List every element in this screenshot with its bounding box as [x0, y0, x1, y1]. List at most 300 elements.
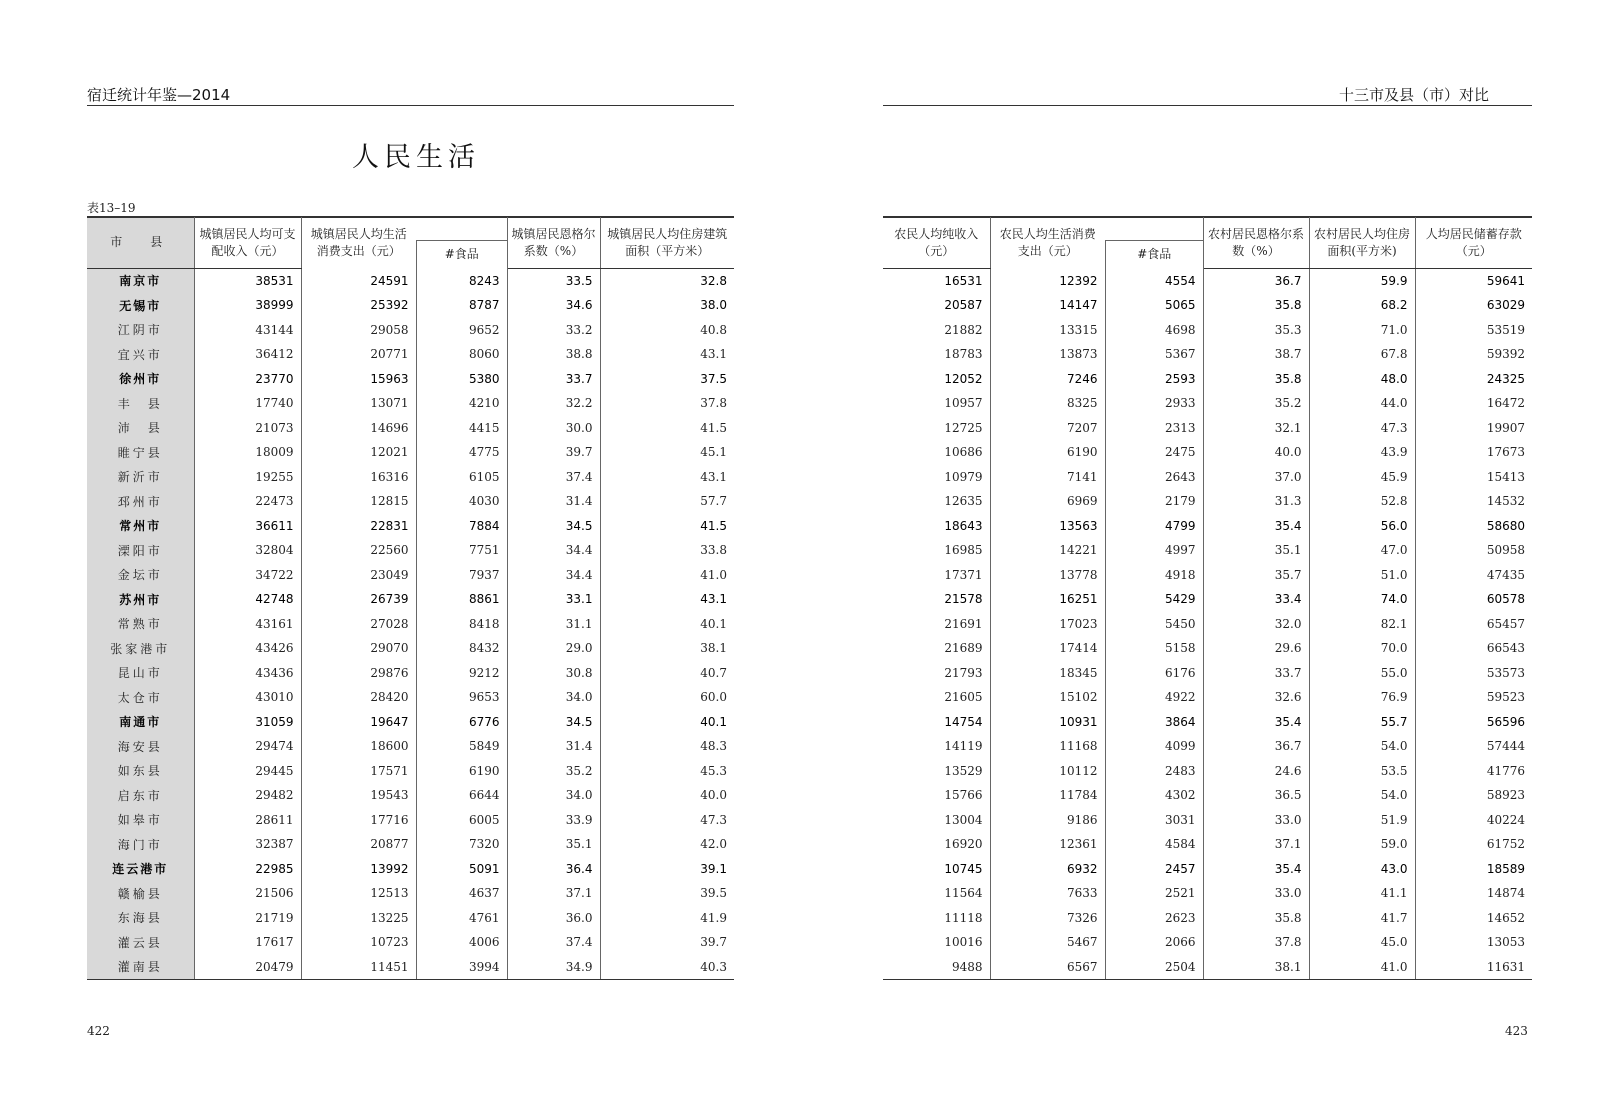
table-row: [883, 612, 1532, 637]
urban-value-cell: 29876: [301, 661, 416, 686]
urban-value-cell: 37.1: [507, 881, 600, 906]
rural-value-cell: 36.5: [1203, 783, 1309, 808]
urban-value-cell: 43426: [194, 636, 301, 661]
rural-value-cell: 38.1: [1203, 955, 1309, 980]
rural-value-cell: 17023: [990, 612, 1105, 637]
rural-value-cell: 14119: [883, 734, 990, 759]
header-city: 市 县: [87, 217, 194, 268]
rural-value-cell: 7633: [990, 881, 1105, 906]
urban-value-cell: 35.2: [507, 759, 600, 784]
city-name-cell: 灌南县: [87, 955, 194, 980]
urban-value-cell: 33.8: [700, 543, 727, 558]
urban-value-cell: 34.5: [507, 514, 600, 539]
urban-value-cell: 17617: [194, 930, 301, 955]
rural-value-cell: 15766: [883, 783, 990, 808]
rural-value-cell: 13004: [883, 808, 990, 833]
urban-value-cell: 29058: [301, 318, 416, 343]
table-row: [87, 367, 734, 392]
urban-value-cell: 57.7: [700, 494, 727, 509]
table-row: [883, 685, 1532, 710]
rural-value-cell: 40224: [1486, 812, 1525, 827]
urban-value-cell: 31059: [194, 710, 301, 735]
table-row: [883, 759, 1532, 784]
rural-value-cell: 10979: [883, 465, 990, 490]
urban-value-cell: 36611: [194, 514, 301, 539]
rural-value-cell: 21605: [883, 685, 990, 710]
urban-value-cell: 8432: [416, 636, 507, 661]
rural-value-cell: 35.2: [1203, 391, 1309, 416]
rural-value-cell: 21578: [883, 587, 990, 612]
header-urban-consumption-group: [301, 217, 507, 268]
rural-value-cell: 13873: [990, 342, 1105, 367]
urban-value-cell: 19543: [301, 783, 416, 808]
table-row: [883, 318, 1532, 343]
city-name-cell: 无锡市: [87, 293, 194, 318]
table-row: [87, 514, 734, 539]
table-row: [87, 808, 734, 833]
page-number-left: 422: [87, 1024, 110, 1038]
rural-value-cell: 55.0: [1309, 661, 1415, 686]
table-row: [87, 906, 734, 931]
rural-value-cell: 6969: [990, 489, 1105, 514]
table-row: [87, 930, 734, 955]
rural-value-cell: 35.1: [1203, 538, 1309, 563]
table-row: [87, 563, 734, 588]
table-row: [87, 489, 734, 514]
city-name-cell: 江阴市: [87, 318, 194, 343]
urban-value-cell: 36412: [194, 342, 301, 367]
table-row: [883, 293, 1532, 318]
rural-value-cell: 41.1: [1309, 881, 1415, 906]
urban-value-cell: 40.7: [700, 665, 727, 680]
urban-statistics-table: [87, 216, 734, 980]
table-row: [87, 342, 734, 367]
rural-value-cell: 2623: [1105, 906, 1203, 931]
city-name-cell: 海门市: [87, 832, 194, 857]
rural-value-cell: 16920: [883, 832, 990, 857]
urban-value-cell: 42.0: [700, 837, 727, 852]
rural-value-cell: 45.0: [1309, 930, 1415, 955]
table-row: [883, 489, 1532, 514]
rural-value-cell: 51.9: [1309, 808, 1415, 833]
table-row: [883, 440, 1532, 465]
city-name-cell: 新沂市: [87, 465, 194, 490]
rural-value-cell: 6176: [1105, 661, 1203, 686]
table-row: [883, 342, 1532, 367]
rural-value-cell: 12052: [883, 367, 990, 392]
rural-value-cell: 70.0: [1309, 636, 1415, 661]
rural-value-cell: 59523: [1486, 690, 1525, 705]
rural-value-cell: 7326: [990, 906, 1105, 931]
table-row: [883, 808, 1532, 833]
urban-value-cell: 41.9: [700, 910, 727, 925]
rural-value-cell: 45.9: [1309, 465, 1415, 490]
city-name-cell: 如东县: [87, 759, 194, 784]
urban-value-cell: 34.0: [507, 783, 600, 808]
rural-value-cell: 74.0: [1309, 587, 1415, 612]
header-urban-food: #食品: [416, 240, 507, 268]
header-urban-engel: 城镇居民恩格尔系数（%）: [507, 217, 600, 268]
rural-value-cell: 10957: [883, 391, 990, 416]
urban-value-cell: 25392: [301, 293, 416, 318]
rural-value-cell: 59.9: [1309, 268, 1415, 293]
rural-value-cell: 16985: [883, 538, 990, 563]
urban-value-cell: 9212: [416, 661, 507, 686]
urban-value-cell: 32804: [194, 538, 301, 563]
table-row: [87, 416, 734, 441]
urban-value-cell: 43010: [194, 685, 301, 710]
rural-value-cell: 58923: [1486, 788, 1525, 803]
rural-value-cell: 11118: [883, 906, 990, 931]
urban-value-cell: 43.1: [700, 347, 727, 362]
rural-value-cell: 32.6: [1203, 685, 1309, 710]
rural-value-cell: 10112: [990, 759, 1105, 784]
rural-value-cell: 33.4: [1203, 587, 1309, 612]
rural-value-cell: 35.4: [1203, 514, 1309, 539]
urban-value-cell: 4210: [416, 391, 507, 416]
rural-value-cell: 14874: [1486, 886, 1525, 901]
table-row: [883, 367, 1532, 392]
header-savings: 人均居民储蓄存款（元）: [1415, 217, 1532, 268]
urban-value-cell: 38.8: [507, 342, 600, 367]
city-name-cell: 睢宁县: [87, 440, 194, 465]
table-row: [87, 661, 734, 686]
rural-value-cell: 4922: [1105, 685, 1203, 710]
urban-value-cell: 33.1: [507, 587, 600, 612]
rural-value-cell: 56596: [1486, 714, 1525, 729]
rural-value-cell: 2933: [1105, 391, 1203, 416]
table-row: [883, 268, 1532, 293]
rural-value-cell: 4799: [1105, 514, 1203, 539]
urban-value-cell: 33.9: [507, 808, 600, 833]
rural-value-cell: 43.9: [1309, 440, 1415, 465]
urban-value-cell: 13225: [301, 906, 416, 931]
rural-value-cell: 5367: [1105, 342, 1203, 367]
rural-value-cell: 57444: [1486, 739, 1525, 754]
table-row: [883, 906, 1532, 931]
urban-value-cell: 8787: [416, 293, 507, 318]
urban-value-cell: 8418: [416, 612, 507, 637]
city-name-cell: 海安县: [87, 734, 194, 759]
urban-value-cell: 12021: [301, 440, 416, 465]
rural-value-cell: 35.8: [1203, 367, 1309, 392]
rural-value-cell: 52.8: [1309, 489, 1415, 514]
city-name-cell: 徐州市: [87, 367, 194, 392]
rural-value-cell: 71.0: [1309, 318, 1415, 343]
rural-value-cell: 2593: [1105, 367, 1203, 392]
urban-value-cell: 16316: [301, 465, 416, 490]
rural-value-cell: 2504: [1105, 955, 1203, 980]
urban-value-cell: 39.7: [507, 440, 600, 465]
rural-value-cell: 17673: [1486, 445, 1525, 460]
header-rural-housing: 农村居民人均住房面积(平方米): [1309, 217, 1415, 268]
city-name-cell: 东海县: [87, 906, 194, 931]
urban-value-cell: 21719: [194, 906, 301, 931]
urban-value-cell: 34.0: [507, 685, 600, 710]
urban-value-cell: 34.5: [507, 710, 600, 735]
urban-value-cell: 19255: [194, 465, 301, 490]
rural-value-cell: 21882: [883, 318, 990, 343]
urban-value-cell: 45.1: [700, 445, 727, 460]
urban-value-cell: 6776: [416, 710, 507, 735]
rural-value-cell: 24.6: [1203, 759, 1309, 784]
rural-value-cell: 14754: [883, 710, 990, 735]
rural-value-cell: 12392: [990, 268, 1105, 293]
rural-value-cell: 13778: [990, 563, 1105, 588]
rural-value-cell: 11784: [990, 783, 1105, 808]
rural-value-cell: 59392: [1486, 347, 1525, 362]
urban-value-cell: 43.1: [700, 469, 727, 484]
rural-value-cell: 9488: [883, 955, 990, 980]
rural-value-cell: 54.0: [1309, 783, 1415, 808]
city-name-cell: 南京市: [87, 268, 194, 293]
rural-value-cell: 41776: [1486, 763, 1525, 778]
urban-value-cell: 38999: [194, 293, 301, 318]
urban-value-cell: 22831: [301, 514, 416, 539]
rural-value-cell: 3031: [1105, 808, 1203, 833]
urban-value-cell: 22985: [194, 857, 301, 882]
urban-value-cell: 22473: [194, 489, 301, 514]
city-name-cell: 赣榆县: [87, 881, 194, 906]
rural-value-cell: 29.6: [1203, 636, 1309, 661]
rural-value-cell: 2475: [1105, 440, 1203, 465]
table-row: [87, 710, 734, 735]
urban-value-cell: 18600: [301, 734, 416, 759]
rural-value-cell: 18643: [883, 514, 990, 539]
rural-value-cell: 33.0: [1203, 808, 1309, 833]
urban-value-cell: 30.8: [507, 661, 600, 686]
table-row: [883, 538, 1532, 563]
urban-value-cell: 23049: [301, 563, 416, 588]
urban-value-cell: 9652: [416, 318, 507, 343]
urban-value-cell: 6190: [416, 759, 507, 784]
urban-value-cell: 38.1: [700, 641, 727, 656]
urban-value-cell: 47.3: [700, 812, 727, 827]
rural-value-cell: 14652: [1486, 910, 1525, 925]
rural-value-cell: 4997: [1105, 538, 1203, 563]
rural-value-cell: 16531: [883, 268, 990, 293]
urban-value-cell: 39.1: [700, 861, 727, 876]
urban-value-cell: 11451: [301, 955, 416, 980]
rural-value-cell: 35.3: [1203, 318, 1309, 343]
urban-value-cell: 14696: [301, 416, 416, 441]
rural-value-cell: 35.8: [1203, 293, 1309, 318]
urban-value-cell: 4637: [416, 881, 507, 906]
urban-value-cell: 43144: [194, 318, 301, 343]
table-row: [87, 685, 734, 710]
rural-value-cell: 16472: [1486, 396, 1525, 411]
table-row: [87, 318, 734, 343]
rural-value-cell: 68.2: [1309, 293, 1415, 318]
rural-value-cell: 14147: [990, 293, 1105, 318]
rural-value-cell: 16251: [990, 587, 1105, 612]
urban-value-cell: 3994: [416, 955, 507, 980]
rural-value-cell: 33.7: [1203, 661, 1309, 686]
header-urban-income: 城镇居民人均可支配收入（元）: [194, 217, 301, 268]
urban-value-cell: 40.8: [700, 322, 727, 337]
urban-value-cell: 31.4: [507, 489, 600, 514]
urban-value-cell: 41.5: [700, 518, 727, 533]
urban-value-cell: 33.5: [507, 268, 600, 293]
urban-value-cell: 31.1: [507, 612, 600, 637]
rural-value-cell: 7141: [990, 465, 1105, 490]
header-rural-income: 农民人均纯收入（元）: [883, 217, 990, 268]
rural-value-cell: 17414: [990, 636, 1105, 661]
header-rural-engel: 农村居民恩格尔系数（%）: [1203, 217, 1309, 268]
rural-value-cell: 51.0: [1309, 563, 1415, 588]
table-row: [87, 391, 734, 416]
city-name-cell: 邳州市: [87, 489, 194, 514]
rural-value-cell: 5450: [1105, 612, 1203, 637]
rural-value-cell: 18589: [1486, 861, 1525, 876]
rural-value-cell: 43.0: [1309, 857, 1415, 882]
rural-value-cell: 6190: [990, 440, 1105, 465]
page-number-right: 423: [1505, 1024, 1528, 1038]
urban-value-cell: 32.2: [507, 391, 600, 416]
rural-value-cell: 53573: [1486, 665, 1525, 680]
urban-value-cell: 37.5: [700, 371, 727, 386]
urban-value-cell: 37.8: [700, 396, 727, 411]
rural-value-cell: 38.7: [1203, 342, 1309, 367]
header-urban-consumption: 城镇居民人均生活消费支出（元）: [310, 227, 407, 258]
city-name-cell: 连云港市: [87, 857, 194, 882]
rural-value-cell: 36.7: [1203, 734, 1309, 759]
urban-value-cell: 10723: [301, 930, 416, 955]
table-number: 表13–19: [87, 201, 136, 215]
table-row: [883, 783, 1532, 808]
urban-value-cell: 13992: [301, 857, 416, 882]
urban-value-cell: 17716: [301, 808, 416, 833]
urban-value-cell: 12815: [301, 489, 416, 514]
urban-value-cell: 12513: [301, 881, 416, 906]
table-row: [87, 538, 734, 563]
urban-value-cell: 18009: [194, 440, 301, 465]
urban-value-cell: 40.1: [700, 714, 727, 729]
table-row: [87, 465, 734, 490]
urban-value-cell: 28611: [194, 808, 301, 833]
urban-value-cell: 35.1: [507, 832, 600, 857]
urban-value-cell: 8243: [416, 268, 507, 293]
rural-value-cell: 37.0: [1203, 465, 1309, 490]
urban-value-cell: 8060: [416, 342, 507, 367]
rural-value-cell: 50958: [1486, 543, 1525, 558]
rural-value-cell: 35.7: [1203, 563, 1309, 588]
urban-value-cell: 37.4: [507, 465, 600, 490]
urban-value-cell: 34.4: [507, 538, 600, 563]
urban-value-cell: 20877: [301, 832, 416, 857]
rural-value-cell: 32.0: [1203, 612, 1309, 637]
urban-value-cell: 4415: [416, 416, 507, 441]
city-name-cell: 如皋市: [87, 808, 194, 833]
urban-value-cell: 29445: [194, 759, 301, 784]
city-name-cell: 常州市: [87, 514, 194, 539]
table-row: [883, 416, 1532, 441]
urban-value-cell: 17740: [194, 391, 301, 416]
urban-value-cell: 7320: [416, 832, 507, 857]
urban-value-cell: 4006: [416, 930, 507, 955]
rural-value-cell: 10931: [990, 710, 1105, 735]
urban-value-cell: 6644: [416, 783, 507, 808]
urban-value-cell: 60.0: [700, 690, 727, 705]
rural-value-cell: 6932: [990, 857, 1105, 882]
rural-value-cell: 40.0: [1203, 440, 1309, 465]
table-row: [883, 514, 1532, 539]
rural-value-cell: 48.0: [1309, 367, 1415, 392]
rural-value-cell: 2457: [1105, 857, 1203, 882]
rural-value-cell: 7207: [990, 416, 1105, 441]
rural-value-cell: 13315: [990, 318, 1105, 343]
urban-value-cell: 4775: [416, 440, 507, 465]
rural-value-cell: 47.0: [1309, 538, 1415, 563]
urban-value-cell: 4030: [416, 489, 507, 514]
rural-value-cell: 60578: [1486, 592, 1525, 607]
urban-value-cell: 22560: [301, 538, 416, 563]
rural-value-cell: 63029: [1486, 298, 1525, 313]
rural-value-cell: 3864: [1105, 710, 1203, 735]
rural-value-cell: 7246: [990, 367, 1105, 392]
rural-value-cell: 37.8: [1203, 930, 1309, 955]
rural-value-cell: 15102: [990, 685, 1105, 710]
rural-value-cell: 35.4: [1203, 710, 1309, 735]
urban-value-cell: 9653: [416, 685, 507, 710]
urban-value-cell: 41.0: [700, 567, 727, 582]
urban-value-cell: 7937: [416, 563, 507, 588]
table-row: [883, 955, 1532, 980]
urban-value-cell: 40.3: [600, 955, 734, 980]
rural-value-cell: 4302: [1105, 783, 1203, 808]
rural-value-cell: 67.8: [1309, 342, 1415, 367]
city-name-cell: 昆山市: [87, 661, 194, 686]
rural-value-cell: 6567: [990, 955, 1105, 980]
header-rule-right: [883, 105, 1532, 106]
rural-value-cell: 13563: [990, 514, 1105, 539]
table-row: [87, 636, 734, 661]
table-row: [87, 857, 734, 882]
rural-value-cell: 35.4: [1203, 857, 1309, 882]
urban-value-cell: 4761: [416, 906, 507, 931]
table-row: [87, 759, 734, 784]
city-name-cell: 启东市: [87, 783, 194, 808]
urban-value-cell: 7751: [416, 538, 507, 563]
rural-value-cell: 18783: [883, 342, 990, 367]
rural-value-cell: 15413: [1486, 469, 1525, 484]
urban-value-cell: 31.4: [507, 734, 600, 759]
urban-value-cell: 33.2: [507, 318, 600, 343]
urban-value-cell: 28420: [301, 685, 416, 710]
urban-value-cell: 5091: [416, 857, 507, 882]
rural-value-cell: 24325: [1486, 371, 1525, 386]
rural-value-cell: 54.0: [1309, 734, 1415, 759]
running-head-right: 十三市及县（市）对比: [1338, 86, 1489, 104]
rural-value-cell: 2643: [1105, 465, 1203, 490]
rural-value-cell: 17371: [883, 563, 990, 588]
rural-value-cell: 21793: [883, 661, 990, 686]
table-row: [883, 832, 1532, 857]
table-row: [883, 857, 1532, 882]
urban-value-cell: 29070: [301, 636, 416, 661]
rural-value-cell: 12361: [990, 832, 1105, 857]
rural-value-cell: 2066: [1105, 930, 1203, 955]
rural-value-cell: 41.7: [1309, 906, 1415, 931]
urban-value-cell: 30.0: [507, 416, 600, 441]
rural-value-cell: 14221: [990, 538, 1105, 563]
urban-value-cell: 23770: [194, 367, 301, 392]
rural-value-cell: 2313: [1105, 416, 1203, 441]
urban-value-cell: 5380: [416, 367, 507, 392]
urban-value-cell: 34722: [194, 563, 301, 588]
rural-value-cell: 82.1: [1309, 612, 1415, 637]
city-name-cell: 丰 县: [87, 391, 194, 416]
